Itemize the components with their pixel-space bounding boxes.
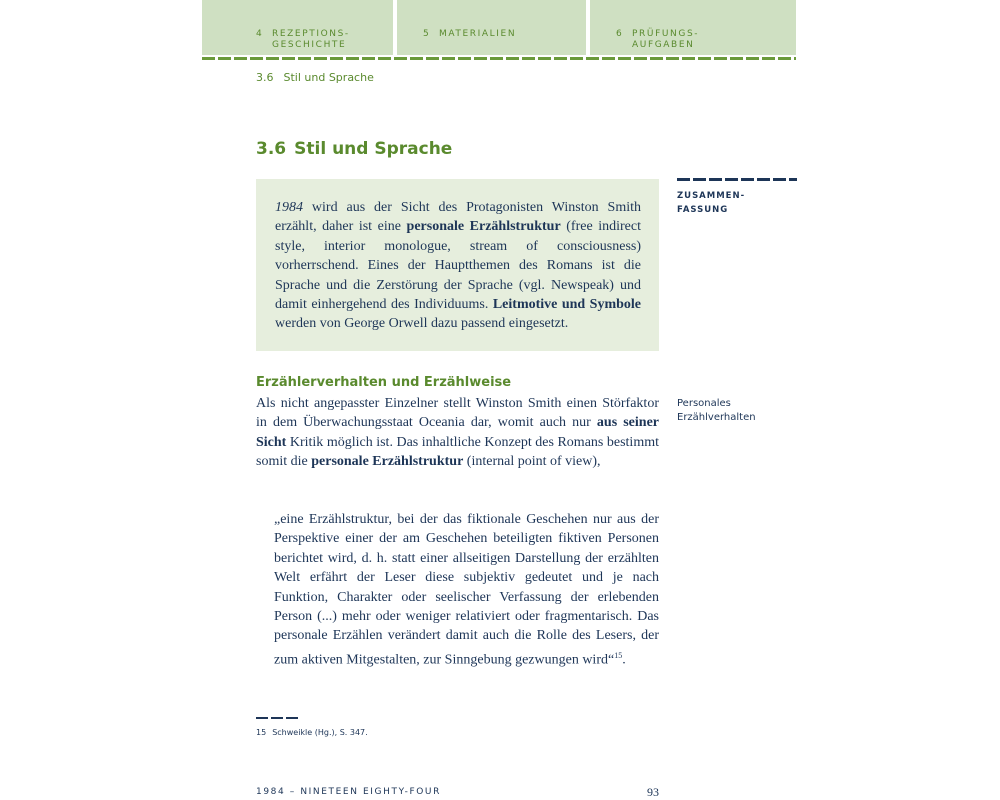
tab-materialien[interactable] [397, 0, 586, 55]
section-number: 3.6 [256, 139, 287, 159]
running-head-title: Stil und Sprache [283, 71, 374, 84]
tab-label-line2: GESCHICHTE [272, 40, 347, 50]
chapter-tabs [202, 0, 796, 56]
footnote-rule [256, 717, 298, 719]
tab-rezeptionsgeschichte[interactable] [202, 0, 393, 55]
tab-label-line1: REZEPTIONS- [272, 29, 350, 39]
tab-label-line1: PRÜFUNGS- [632, 29, 700, 39]
footnote [256, 728, 368, 737]
footnote-reference[interactable]: 15 [614, 650, 623, 660]
emphasis: personale Erzählstruktur [311, 454, 464, 470]
page-number: 93 [647, 785, 659, 799]
section-title-text: Stil und Sprache [294, 139, 453, 159]
summary-text: 1984 wird aus der Sicht des Protagonisten Winston Smith erzählt, daher ist eine personale Erzählstruktur (free indirect style, interior monologue, stream of consciousness) vorherrschend. Eines der Hauptthemen des Romans ist die Sprache und die Zerstörung der Sprache (vgl. Newspeak) und damit einhergehend des Individuums. Leitmotive und Symbole werden von George Orwell dazu passend eingesetzt. [275, 200, 641, 332]
tab-pruefungsaufgaben[interactable] [590, 0, 796, 55]
body-paragraph: Als nicht angepasster Einzelner stellt Winston Smith einen Störfaktor in dem Überwachungsstaat Oceania dar, womit auch nur aus seiner Sicht Kritik möglich ist. Das inhaltliche Konzept des Romans bestimmt somit die personale Erzählstruktur (internal point of view), [256, 396, 659, 470]
emphasis: Leitmotive und Symbole [492, 297, 641, 313]
section-title [256, 139, 452, 159]
tab-label-line2: AUFGABEN [632, 40, 695, 50]
margin-note: Personales Erzählverhalten [677, 398, 756, 423]
running-head-number: 3.6 [256, 71, 274, 84]
emphasis: aus seiner Sicht [256, 415, 659, 450]
header-dashed-rule [202, 57, 796, 60]
footnote-text: Schweikle (Hg.), S. 347. [272, 728, 368, 737]
margin-label-summary: ZUSAMMEN- FASSUNG [677, 191, 746, 215]
subsection-title: Erzählerverhalten und Erzählweise [256, 375, 512, 390]
book-title: 1984 [275, 200, 303, 215]
footnote-number: 15 [256, 728, 267, 737]
emphasis: personale Erzählstruktur [406, 219, 561, 235]
summary-box [256, 179, 659, 351]
tab-number: 6 [616, 29, 624, 39]
tab-number: 5 [423, 29, 431, 39]
block-quote: „eine Erzählstruktur, bei der das fiktionale Geschehen nur aus der Perspektive einer der am Geschehen beteiligten fiktiven Personen berichtet wird, d. h. statt einer allseitigen Darstellung der erzählten Welt erfährt der Leser diese subjektiv gedeutet und je nach Funktion, Charakter oder seelischer Verfassung der erlebenden Person (...) mehr oder weniger relativiert oder fragmentarisch. Das personale Erzählen verändert damit auch die Rolle des Lesers, der zum aktiven Mitgestalten, zur Sinngebung gezwungen wird“$^{15}$. [274, 512, 659, 668]
tab-label-line1: MATERIALIEN [439, 29, 517, 39]
margin-dashed-rule [677, 178, 797, 181]
running-head [256, 71, 374, 84]
tab-number: 4 [256, 29, 264, 39]
footer-book-title: 1984 – NINETEEN EIGHTY-FOUR [256, 787, 441, 797]
